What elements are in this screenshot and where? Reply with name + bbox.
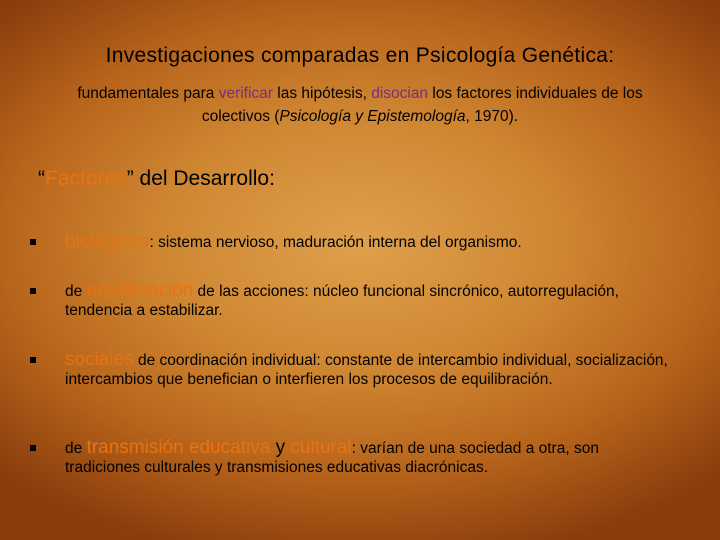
- section-heading-text: ” del Desarrollo:: [126, 167, 275, 190]
- factor-keyword: biológicos: [65, 231, 150, 252]
- subtitle-text: , 1970).: [465, 108, 519, 125]
- list-item-description: de coordinación individual: constante de intercambio individual, socialización, intercambios que benefician o interfieren los procesos de equilibración.: [65, 352, 668, 388]
- subtitle-highlight-verificar: verificar: [218, 85, 273, 102]
- slide-subtitle: [60, 82, 660, 128]
- list-item-description: : sistema nervioso, maduración interna del organismo.: [149, 234, 522, 251]
- list-item-description: de las acciones: núcleo funcional sincrónico, autorregulación, tendencia a estabilizar.: [65, 283, 619, 319]
- subtitle-text: los factores individuales de los colectivos (: [201, 85, 643, 125]
- section-highlight-factores: Factores: [45, 167, 127, 190]
- list-item-text: [65, 350, 670, 389]
- subtitle-text: fundamentales para: [77, 85, 219, 102]
- factor-keyword: equilibración: [86, 280, 194, 301]
- list-item-prefix: de: [65, 440, 87, 457]
- bullet-square-icon: [30, 445, 36, 451]
- bullet-square-icon: [30, 357, 36, 363]
- factor-keyword: sociales: [65, 349, 134, 370]
- open-quote: “: [38, 167, 45, 190]
- factor-keyword: cultural: [290, 437, 352, 458]
- section-heading: [38, 167, 275, 191]
- list-item-text: [65, 281, 670, 320]
- list-item-text: [65, 438, 670, 477]
- subtitle-highlight-disocian: disocian: [371, 85, 429, 102]
- list-item-text: [65, 232, 670, 252]
- book-title: Psicología y Epistemología: [279, 108, 466, 125]
- list-item-description: : varían de una sociedad a otra, son tradiciones culturales y transmisiones educativas diacrónicas.: [65, 440, 599, 476]
- factor-keyword: transmisión educativa: [86, 437, 271, 458]
- list-item-prefix: de: [65, 283, 87, 300]
- bullet-square-icon: [30, 288, 36, 294]
- list-item-conjunction: y: [270, 437, 291, 458]
- subtitle-text: las hipótesis,: [272, 85, 372, 102]
- bullet-square-icon: [30, 239, 36, 245]
- slide-title: Investigaciones comparadas en Psicología Genética:: [105, 44, 615, 67]
